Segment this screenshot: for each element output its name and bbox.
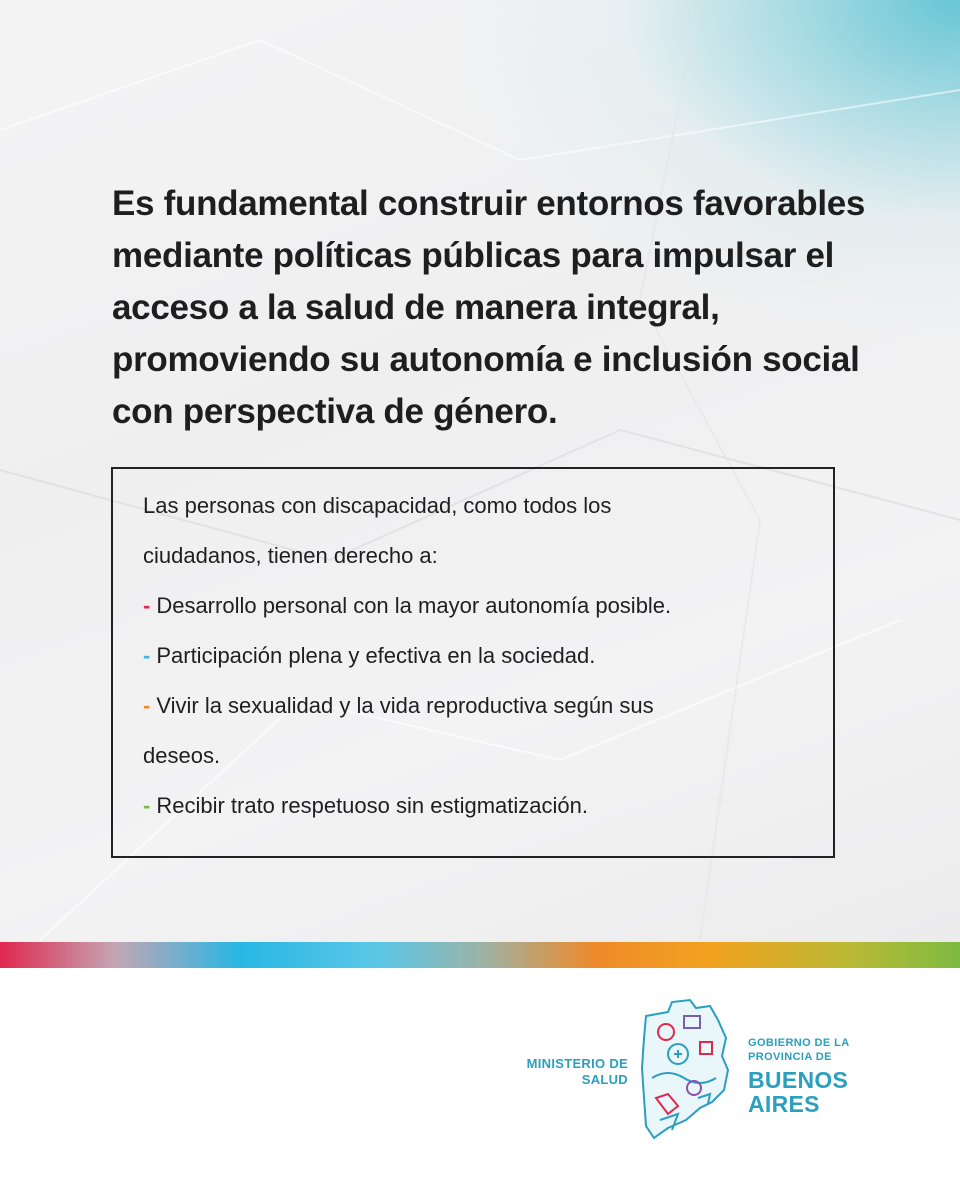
footer xyxy=(0,968,960,1200)
right-item-continuation: deseos. xyxy=(143,743,221,768)
right-item-text: Vivir la sexualidad y la vida reproductiva según sus xyxy=(156,693,654,718)
bullet-dash: - xyxy=(143,643,151,668)
rainbow-gradient-bar xyxy=(0,942,960,968)
headline-line: con perspectiva de género. xyxy=(112,392,558,431)
bullet-dash: - xyxy=(143,793,151,818)
ministry-line: MINISTERIO DE xyxy=(526,1056,628,1071)
rights-box xyxy=(111,467,835,858)
ministry-line: SALUD xyxy=(581,1072,628,1087)
headline-line: mediante políticas públicas para impulsar el xyxy=(112,236,835,275)
right-item-text: Participación plena y efectiva en la sociedad. xyxy=(156,643,596,668)
province-map-emblem-icon xyxy=(638,998,730,1140)
headline-line: acceso a la salud de manera integral, xyxy=(112,288,720,327)
ministry-label xyxy=(500,1056,628,1088)
intro-text-line: Las personas con discapacidad, como todos los xyxy=(143,493,612,518)
gov-small-line: PROVINCIA DE xyxy=(748,1051,832,1063)
right-item xyxy=(143,643,595,669)
right-item xyxy=(143,793,588,819)
headline xyxy=(112,178,872,438)
right-item xyxy=(143,593,671,619)
right-item-text: Desarrollo personal con la mayor autonomía posible. xyxy=(156,593,672,618)
bullet-dash: - xyxy=(143,693,151,718)
headline-line: promoviendo su autonomía e inclusión social xyxy=(112,340,860,379)
gov-small-line: GOBIERNO DE LA xyxy=(748,1037,850,1049)
bullet-dash: - xyxy=(143,593,151,618)
headline-line: Es fundamental construir entornos favorables xyxy=(112,184,866,223)
gov-big-line: AIRES xyxy=(748,1091,820,1117)
right-item xyxy=(143,693,654,719)
intro-text-line: ciudadanos, tienen derecho a: xyxy=(143,543,438,568)
gov-big-line: BUENOS xyxy=(748,1067,849,1093)
right-item-text: Recibir trato respetuoso sin estigmatización. xyxy=(156,793,588,818)
government-logo-text xyxy=(748,1036,850,1116)
